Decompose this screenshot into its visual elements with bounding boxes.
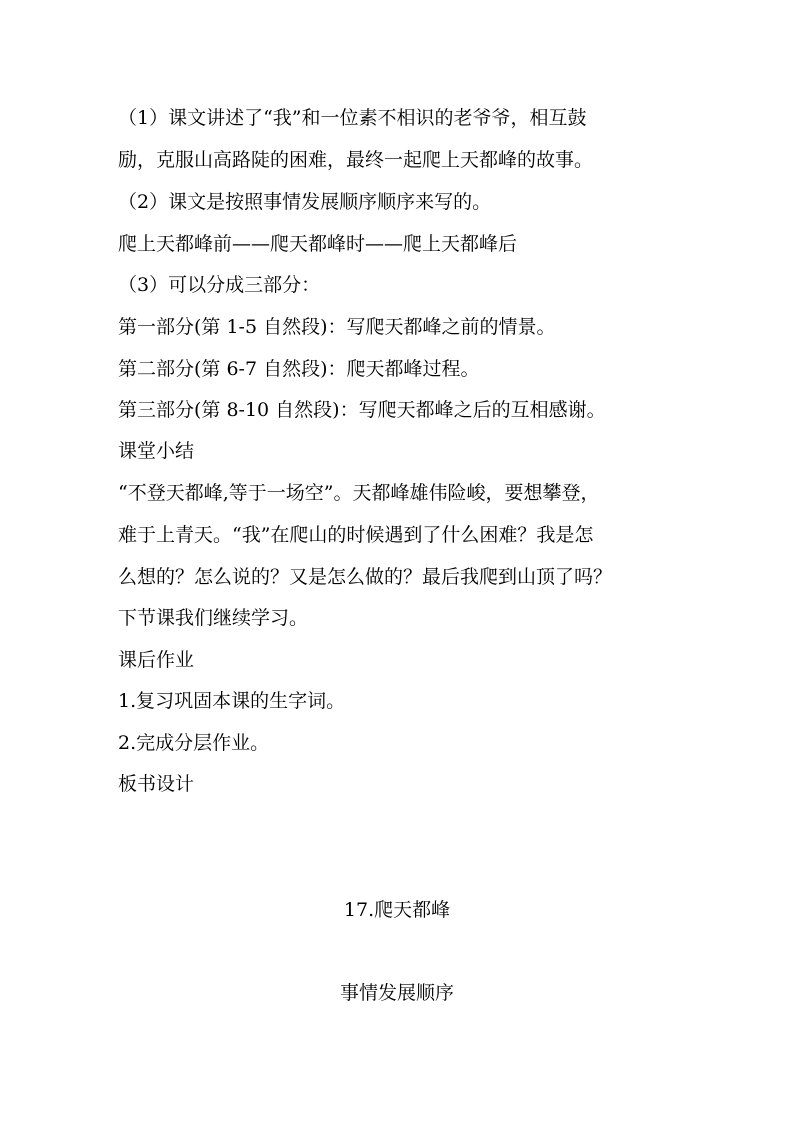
text-line-conclusion-4: 下节课我们继续学习。	[118, 607, 309, 629]
homework-item-1: 1.复习巩固本课的生字词。	[118, 690, 346, 712]
text-line-conclusion-1: “不登天都峰,等于一场空”。天都峰雄伟险峻，要想攀登，	[118, 482, 600, 504]
homework-item-2: 2.完成分层作业。	[118, 732, 270, 754]
text-line-order: （2）课文是按照事情发展顺序顺序来写的。	[118, 191, 492, 213]
text-line-part-2: 第二部分(第 6-7 自然段)：爬天都峰过程。	[118, 358, 480, 380]
section-heading-board: 板书设计	[118, 773, 195, 795]
text-line-summary-2: 励，克服山高路陡的困难，最终一起爬上天都峰的故事。	[118, 149, 594, 171]
text-line-conclusion-3: 么想的？怎么说的？又是怎么做的？最后我爬到山顶了吗？	[118, 566, 613, 588]
text-line-conclusion-2: 难于上青天。“我”在爬山的时候遇到了什么困难？我是怎	[118, 524, 594, 546]
text-line-sequence: 爬上天都峰前——爬天都峰时——爬上天都峰后	[118, 233, 518, 255]
section-heading-homework: 课后作业	[118, 649, 195, 671]
text-line-part-1: 第一部分(第 1-5 自然段)：写爬天都峰之前的情景。	[118, 316, 556, 338]
section-heading-summary: 课堂小结	[118, 440, 195, 462]
text-line-parts-heading: （3）可以分成三部分：	[118, 274, 321, 296]
text-line-summary-1: （1）课文讲述了“我”和一位素不相识的老爷爷，相互鼓	[118, 107, 587, 129]
board-title: 17.爬天都峰	[343, 899, 451, 921]
text-line-part-3: 第三部分(第 8-10 自然段)：写爬天都峰之后的互相感谢。	[118, 399, 606, 421]
board-subtitle: 事情发展顺序	[339, 982, 454, 1004]
